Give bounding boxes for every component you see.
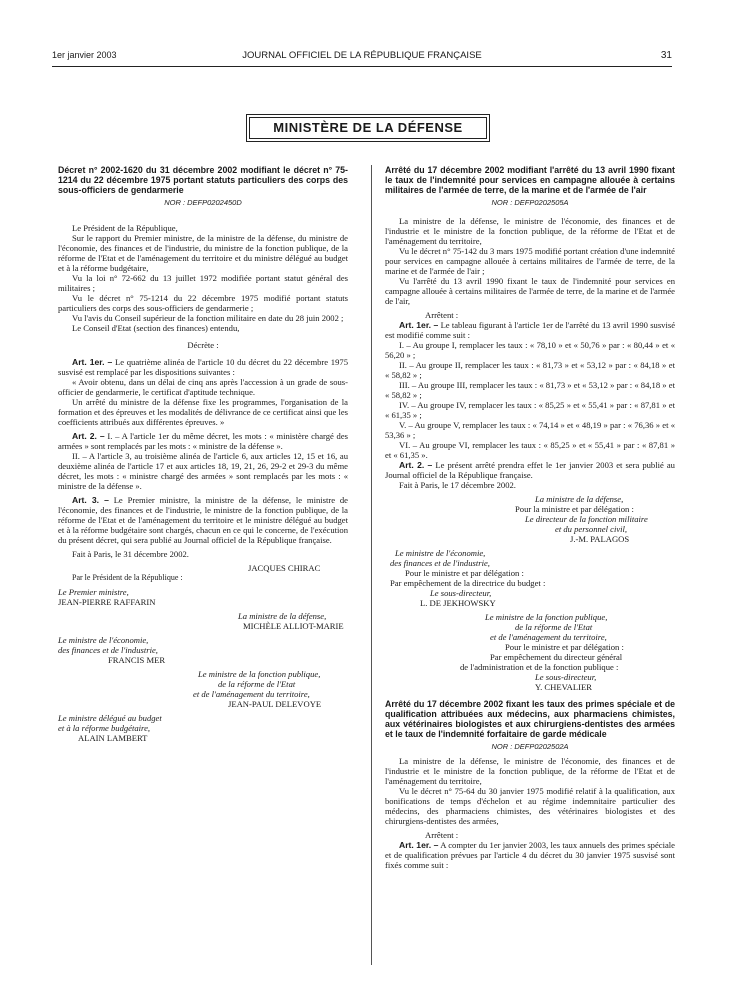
header-date: 1er janvier 2003: [52, 50, 117, 60]
header-page-number: 31: [660, 50, 672, 61]
ministry-title: MINISTÈRE DE LA DÉFENSE: [249, 117, 487, 139]
def-title: La ministre de la défense,: [238, 611, 327, 621]
paragraph: II. – A l'article 3, au troisième alinéa de l'article 6, aux articles 12, 15 et 16, au deuxième alinéa de l'article 17 et aux articles 18, 19, 21, 26, 29-2 et 29-3 du même décret, les mots : « ministre chargé des armées » sont remplacés par les mots : « ministre de la défense ».: [58, 451, 348, 491]
paragraph: Sur le rapport du Premier ministre, de la ministre de la défense, du ministre de l'économie, des finances et de l'industrie, du ministre de la fonction publique, de la réforme de l'Etat et de l'aménagement du territoire et du ministre délégué au budget et à la réforme budgétaire,: [58, 233, 348, 273]
article-1: Art. 1er. – Le tableau figurant à l'article 1er de l'arrêté du 13 avril 1990 susvisé est modifié comme suit :: [385, 320, 676, 340]
eco-name: FRANCIS MER: [108, 655, 166, 665]
sig-line: Le ministre de la fonction publique,: [485, 612, 608, 622]
sig-line: Pour la ministre et par délégation :: [515, 504, 634, 514]
sig-name: L. DE JEKHOWSKY: [420, 598, 496, 608]
fp-title: Le ministre de la fonction publique,: [198, 669, 321, 679]
paragraph: Vu la loi n° 72-662 du 13 juillet 1972 modifiée portant statut général des militaires ;: [58, 273, 348, 293]
arretent-heading: Arrêtent :: [425, 310, 459, 320]
article-2: Art. 2. – Le présent arrêté prendra effet le 1er janvier 2003 et sera publié au Journal officiel de la République française.: [385, 460, 675, 480]
paragraph: Vu l'arrêté du 13 avril 1990 fixant le taux de l'indemnité pour services en campagne allouée à certains militaires de l'armée de terre, de la marine et de l'armée de l'air,: [385, 276, 675, 306]
column-divider: [371, 165, 372, 965]
pm-name: JEAN-PIERRE RAFFARIN: [58, 597, 156, 607]
group-line: I. – Au groupe I, remplacer les taux : « 78,10 » et « 50,76 » par : « 80,44 » et « 56,20 » ;: [385, 340, 675, 360]
bud-title: et à la réforme budgétaire,: [58, 723, 151, 733]
group-line: V. – Au groupe V, remplacer les taux : « 74,14 » et « 48,19 » par : « 76,36 » et « 53,36 » ;: [385, 420, 675, 440]
sig-line: et du personnel civil,: [555, 524, 628, 534]
article-1: Art. 1er. – A compter du 1er janvier 2003, les taux annuels des primes spéciale et de qualification prévues par l'article 4 du décret du 30 janvier 1975 susvisé sont fixés comme suit :: [385, 840, 675, 870]
bud-title: Le ministre délégué au budget: [58, 713, 162, 723]
sig-line: de l'administration et de la fonction publique :: [460, 662, 619, 672]
sig-line: Pour le ministre et par délégation :: [405, 568, 524, 578]
group-line: II. – Au groupe II, remplacer les taux : « 81,73 » et « 53,12 » par : « 84,18 » et « 58,82 » ;: [385, 360, 675, 380]
quote-paragraph: Un arrêté du ministre de la défense fixe les programmes, l'organisation de la formation et des épreuves et les modalités de délivrance de ce certificat ainsi que les coefficients attribués aux différentes épreuves. »: [58, 397, 348, 427]
paragraph: Vu l'avis du Conseil supérieur de la fonction militaire en date du 28 juin 2002 ;: [72, 313, 344, 323]
group-line: VI. – Au groupe VI, remplacer les taux : « 85,25 » et « 55,41 » par : « 87,81 » et « 61,35 ».: [385, 440, 675, 460]
par-le-president: Par le Président de la République :: [72, 573, 183, 582]
decrete-heading: Décrète :: [187, 340, 219, 350]
fait-a-paris: Fait à Paris, le 31 décembre 2002.: [72, 549, 189, 559]
sig-name: J.-M. PALAGOS: [570, 534, 630, 544]
sig-line: des finances et de l'industrie,: [390, 558, 490, 568]
sig-line: La ministre de la défense,: [535, 494, 624, 504]
group-line: III. – Au groupe III, remplacer les taux : « 81,73 » et « 53,12 » par : « 84,18 » et « 58,82 » ;: [385, 380, 675, 400]
sig-name: Y. CHEVALIER: [535, 682, 592, 692]
paragraph: La ministre de la défense, le ministre de l'économie, des finances et de l'industrie et le ministre de la fonction publique, de la réforme de l'Etat et de l'aménagement du territoire,: [385, 756, 675, 786]
eco-title: Le ministre de l'économie,: [58, 635, 149, 645]
paragraph: Le Conseil d'Etat (section des finances) entendu,: [72, 323, 240, 333]
fp-name: JEAN-PAUL DELEVOYE: [228, 699, 322, 709]
page-header: [52, 50, 672, 64]
fp-title: et de l'aménagement du territoire,: [193, 689, 310, 699]
decree-title: Décret n° 2002-1620 du 31 décembre 2002 modifiant le décret n° 75-1214 du 22 décembre 1975 portant statuts particuliers des corps des sous-officiers de gendarmerie: [58, 165, 348, 195]
paragraph: Vu le décret n° 75-142 du 3 mars 1975 modifié portant création d'une indemnité pour services en campagne allouée à certains militaires de l'armée de terre, de la marine et de l'armée de l'air ;: [385, 246, 675, 276]
quote-paragraph: « Avoir obtenu, dans un délai de cinq ans après l'accession à un grade de sous-officier de gendarmerie, le certificat d'aptitude technique.: [58, 377, 348, 397]
def-name: MICHÈLE ALLIOT-MARIE: [243, 621, 344, 631]
article-1: Art. 1er. – Le quatrième alinéa de l'article 10 du décret du 22 décembre 1975 susvisé est remplacé par les dispositions suivantes :: [58, 357, 348, 377]
sig-line: Le ministre de l'économie,: [395, 548, 486, 558]
fait-a-paris: Fait à Paris, le 17 décembre 2002.: [399, 480, 516, 490]
arretent-heading: Arrêtent :: [425, 830, 459, 840]
sig-line: et de l'aménagement du territoire,: [490, 632, 607, 642]
sig-line: Le sous-directeur,: [535, 672, 597, 682]
arrete1-nor: NOR : DEFP0202505A: [491, 198, 569, 207]
sig-line: Le sous-directeur,: [430, 588, 492, 598]
arrete2-nor: NOR : DEFP0202502A: [491, 742, 569, 751]
paragraph: Le Président de la République,: [72, 223, 178, 233]
ministry-box: [246, 114, 490, 142]
right-column: [385, 165, 675, 870]
sig-line: Le directeur de la fonction militaire: [525, 514, 648, 524]
signer-name: JACQUES CHIRAC: [248, 563, 321, 573]
sig-line: Pour le ministre et par délégation :: [505, 642, 624, 652]
fp-title: de la réforme de l'Etat: [218, 679, 296, 689]
sig-line: Par empêchement de la directrice du budget :: [390, 578, 546, 588]
arrete2-title: Arrêté du 17 décembre 2002 fixant les taux des primes spéciale et de qualification attribuées aux médecins, aux pharmaciens chimistes, aux vétérinaires biologistes et aux chirurgiens-dentistes des armées et le taux de l'indemnité forfaitaire de garde médicale: [385, 699, 675, 739]
arrete1-title: Arrêté du 17 décembre 2002 modifiant l'arrêté du 13 avril 1990 fixant le taux de l'indemnité pour services en campagne allouée à certains militaires de l'armée de terre, de la marine et de l'armée de l'air: [385, 165, 675, 195]
group-line: IV. – Au groupe IV, remplacer les taux : « 85,25 » et « 55,41 » par : « 87,81 » et « 61,35 » ;: [385, 400, 675, 420]
left-column: [58, 165, 348, 743]
bud-name: ALAIN LAMBERT: [78, 733, 148, 743]
decree-nor: NOR : DEFP0202450D: [164, 198, 242, 207]
header-rule: [52, 66, 672, 67]
eco-title: des finances et de l'industrie,: [58, 645, 158, 655]
sig-line: Par empêchement du directeur général: [490, 652, 623, 662]
article-3: Art. 3. – Le Premier ministre, la ministre de la défense, le ministre de l'économie, des finances et de l'industrie, le ministre de la fonction publique, de la réforme de l'Etat et de l'aménagement du territoire et le ministre délégué au budget et à la réforme budgétaire sont chargés, chacun en ce qui le concerne, de l'exécution du présent décret, qui sera publié au Journal officiel de la République française.: [58, 495, 348, 545]
paragraph: Vu le décret n° 75-64 du 30 janvier 1975 modifié relatif à la qualification, aux bonifications de temps d'échelon et au régime indemnitaire particulier des médecins, des pharmaciens chimistes, des vétérinaires biologistes et des chirurgiens-dentistes des armées,: [385, 786, 675, 826]
sig-line: de la réforme de l'Etat: [515, 622, 593, 632]
paragraph: La ministre de la défense, le ministre de l'économie, des finances et de l'industrie et le ministre de la fonction publique, de la réforme de l'Etat et de l'aménagement du territoire,: [385, 216, 675, 246]
paragraph: Vu le décret n° 75-1214 du 22 décembre 1975 modifié portant statuts particuliers des corps des sous-officiers de gendarmerie ;: [58, 293, 348, 313]
article-2: Art. 2. – I. – A l'article 1er du même décret, les mots : « ministère chargé des armées » sont remplacés par les mots : « ministre de la défense ».: [58, 431, 349, 451]
pm-title: Le Premier ministre,: [58, 587, 129, 597]
header-journal-title: JOURNAL OFFICIEL DE LA RÉPUBLIQUE FRANÇAISE: [242, 50, 482, 61]
